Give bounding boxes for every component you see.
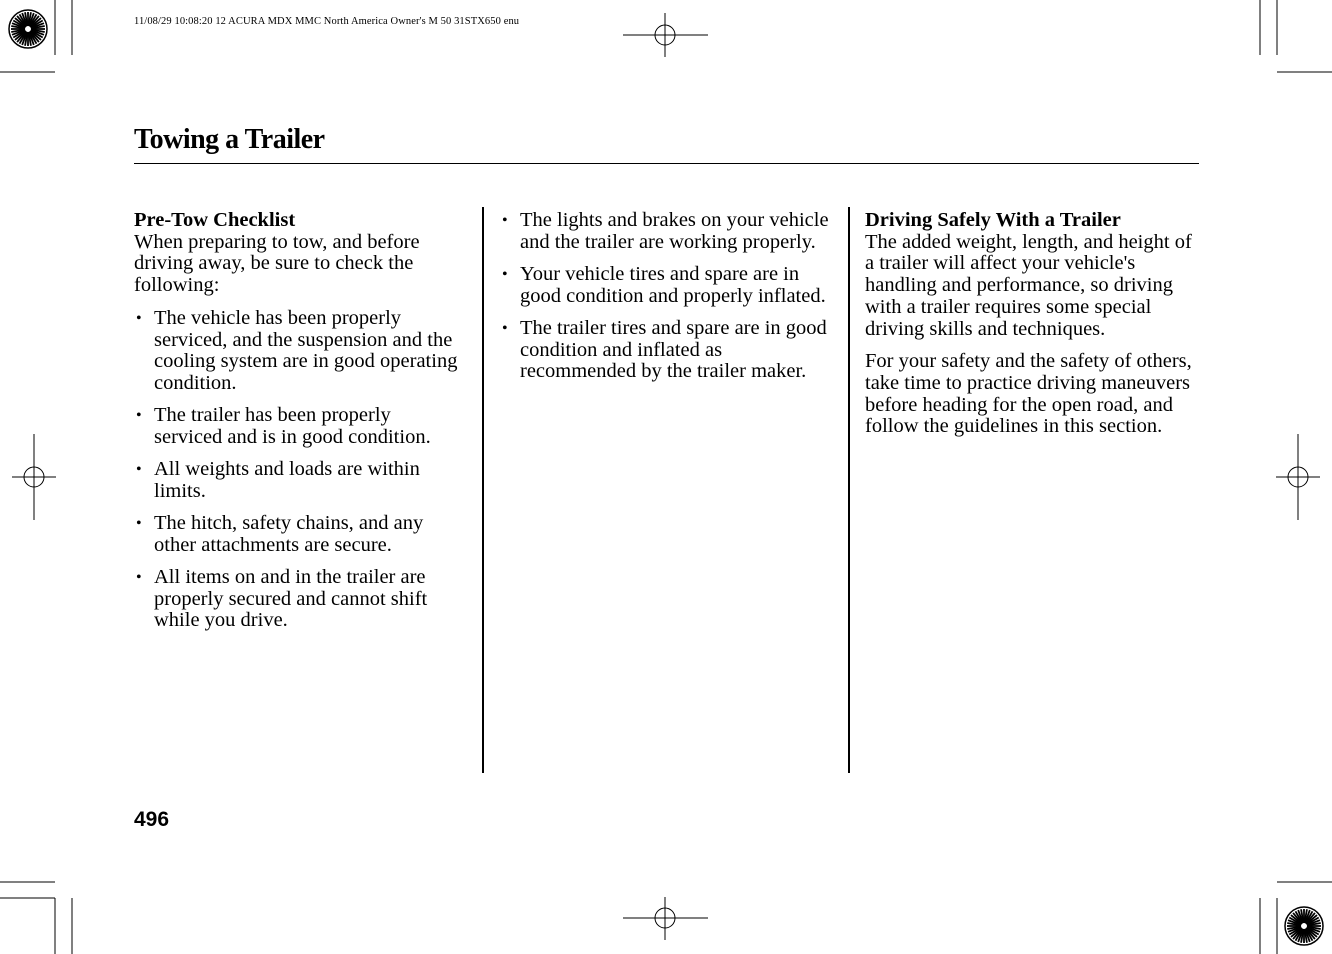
registration-target-icon — [9, 10, 47, 48]
intro-paragraph: When preparing to tow, and before driving away, be sure to check the following: — [134, 230, 420, 297]
bullet-icon: • — [136, 309, 142, 327]
column-driving-safely — [865, 210, 1195, 449]
title-divider — [134, 163, 1199, 164]
checklist — [500, 210, 832, 383]
section-heading: Driving Safely With a Trailer — [865, 209, 1121, 231]
paragraph: The added weight, length, and height of a trailer will affect your vehicle's handling and performance, so driving with a trailer requires some special driving skills and techniques. — [865, 230, 1192, 340]
registration-target-icon — [1285, 907, 1323, 945]
checklist — [134, 308, 464, 632]
crop-mark-icon — [0, 882, 72, 954]
bullet-icon: • — [136, 514, 142, 532]
section-heading: Pre-Tow Checklist — [134, 209, 296, 231]
column-divider — [482, 207, 484, 773]
column-pre-tow-checklist — [134, 210, 464, 642]
column-divider — [848, 207, 850, 773]
list-item: • Your vehicle tires and spare are in good condition and properly inflated. — [502, 262, 826, 307]
paragraph: For your safety and the safety of others, take time to practice driving maneuvers before heading for the open road, and follow the guidelines in this section. — [865, 350, 1192, 438]
column-checklist-continued — [500, 210, 832, 393]
crosshair-icon — [1276, 434, 1320, 520]
print-header: 11/08/29 10:08:20 12 ACURA MDX MMC North America Owner's M 50 31STX650 enu — [134, 16, 520, 27]
bullet-icon: • — [136, 461, 142, 479]
crosshair-icon — [623, 897, 708, 940]
bullet-icon: • — [136, 568, 142, 586]
list-item: • The trailer tires and spare are in good condition and inflated as recommended by the trailer maker. — [502, 316, 827, 383]
list-item: • The vehicle has been properly serviced, and the suspension and the cooling system are in good operating condition. — [136, 306, 458, 394]
list-item: • The lights and brakes on your vehicle and the trailer are working properly. — [502, 209, 829, 253]
list-item: • All weights and loads are within limits. — [136, 458, 420, 502]
bullet-icon: • — [136, 407, 142, 425]
bullet-icon: • — [502, 265, 508, 283]
page-title: Towing a Trailer — [134, 124, 325, 155]
page-number: 496 — [134, 808, 170, 831]
crosshair-icon — [623, 13, 708, 57]
crosshair-icon — [12, 434, 56, 520]
list-item: • All items on and in the trailer are properly secured and cannot shift while you drive. — [136, 565, 428, 632]
crop-mark-icon — [1260, 0, 1332, 72]
list-item: • The hitch, safety chains, and any other attachments are secure. — [136, 511, 424, 556]
bullet-icon: • — [502, 319, 508, 337]
bullet-icon: • — [502, 212, 508, 229]
list-item: • The trailer has been properly serviced and is in good condition. — [136, 404, 431, 448]
